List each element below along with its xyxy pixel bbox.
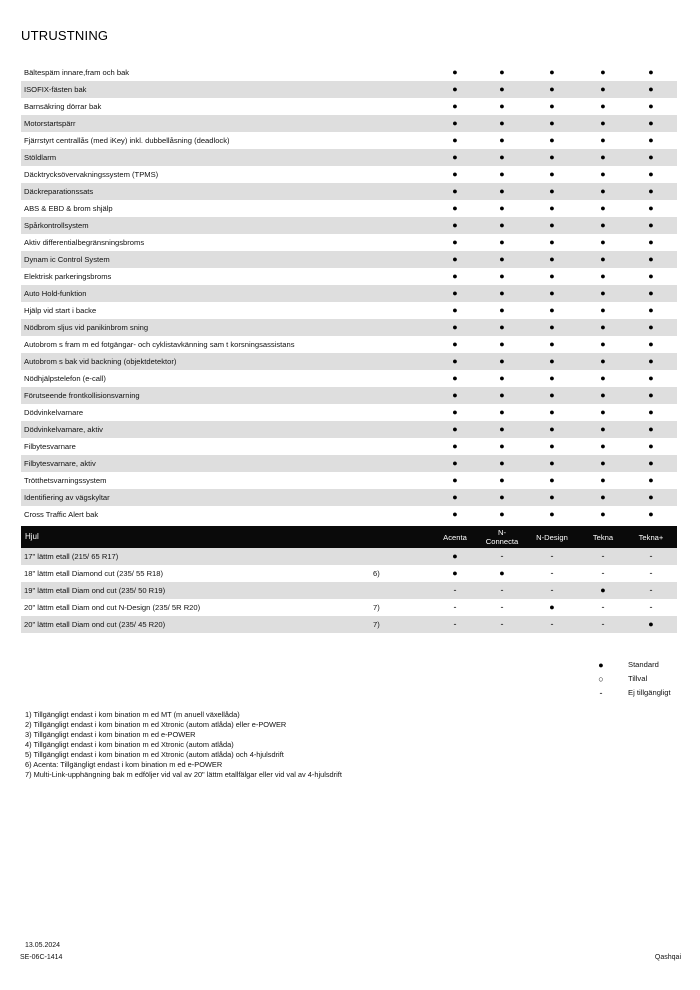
availability-mark: ● (452, 152, 458, 162)
availability-mark: ● (499, 67, 505, 77)
availability-mark: ● (600, 492, 606, 502)
availability-mark: ● (600, 585, 606, 595)
footer-model: Qashqai (654, 954, 681, 961)
availability-mark: ● (549, 492, 555, 502)
availability-mark: ● (452, 373, 458, 383)
availability-mark: ● (549, 356, 555, 366)
equipment-table (21, 64, 677, 523)
availability-mark: ● (452, 568, 458, 578)
row-label: ABS & EBD & brom shjälp (24, 204, 113, 213)
row-label: Däcktrycksövervakningssystem (TPMS) (24, 170, 159, 179)
availability-mark: - (601, 568, 605, 578)
availability-mark: ● (499, 101, 505, 111)
row-label: Aktiv differentialbegränsningsbroms (24, 238, 145, 247)
availability-mark: ● (452, 441, 458, 451)
table-row (21, 149, 677, 166)
table-row (21, 353, 677, 370)
availability-mark: ● (499, 441, 505, 451)
row-label: Bältespäm innare,fram och bak (24, 68, 130, 77)
row-footnote-ref: 7) (373, 620, 380, 629)
availability-mark: - (453, 602, 457, 612)
availability-mark: ● (600, 254, 606, 264)
row-label: Spårkontrollsystem (24, 221, 89, 230)
legend-symbol: ○ (598, 674, 604, 684)
availability-mark: ● (499, 203, 505, 213)
legend-symbol: ● (598, 660, 604, 670)
availability-mark: ● (499, 492, 505, 502)
availability-mark: ● (600, 118, 606, 128)
availability-mark: ● (648, 407, 654, 417)
row-footnote-ref: 7) (373, 603, 380, 612)
table-row (21, 132, 677, 149)
availability-mark: ● (499, 118, 505, 128)
availability-mark: ● (648, 254, 654, 264)
availability-mark: ● (648, 84, 654, 94)
availability-mark: ● (452, 509, 458, 519)
availability-mark: - (500, 585, 504, 595)
availability-mark: ● (499, 407, 505, 417)
availability-mark: ● (648, 390, 654, 400)
availability-mark: ● (648, 135, 654, 145)
row-label: Förutseende frontkollisionsvarning (24, 391, 140, 400)
availability-mark: ● (499, 390, 505, 400)
availability-mark: ● (648, 152, 654, 162)
availability-mark: ● (648, 441, 654, 451)
availability-mark: ● (549, 602, 555, 612)
availability-mark: ● (549, 237, 555, 247)
availability-mark: ● (648, 186, 654, 196)
table-row (21, 200, 677, 217)
table-row (21, 404, 677, 421)
row-label: 19" lättm etall Diam ond cut (235/ 50 R19) (24, 586, 166, 595)
availability-mark: ● (549, 424, 555, 434)
availability-mark: ● (549, 67, 555, 77)
row-label: Cross Traffic Alert bak (24, 510, 99, 519)
wheels-header-label: Hjul (25, 532, 39, 541)
footnote: 7) Multi-Link-upphängning bak m edföljer vid val av 20" lättm etallfälgar eller vid val av 4-hjulsdrift (25, 770, 342, 779)
availability-mark: ● (452, 135, 458, 145)
availability-mark: ● (549, 203, 555, 213)
availability-mark: - (500, 602, 504, 612)
footnote: 2) Tillgängligt endast i kom bination m ed Xtronic (autom atlåda) eller e-POWER (25, 720, 287, 729)
availability-mark: ● (600, 475, 606, 485)
table-row (21, 234, 677, 251)
availability-mark: ● (549, 373, 555, 383)
row-label: Auto Hold-funktion (24, 289, 87, 298)
availability-mark: ● (600, 237, 606, 247)
availability-mark: ● (549, 152, 555, 162)
availability-mark: ● (452, 390, 458, 400)
availability-mark: ● (452, 203, 458, 213)
availability-mark: ● (549, 271, 555, 281)
availability-mark: ● (499, 288, 505, 298)
row-label: Autobrom s bak vid backning (objektdetektor) (24, 357, 177, 366)
row-label: 17" lättm etall (215/ 65 R17) (24, 552, 119, 561)
availability-mark: - (550, 568, 554, 578)
legend-text: Tillval (628, 674, 648, 683)
availability-mark: ● (600, 288, 606, 298)
row-label: Fjärrstyrt centrallås (med iKey) inkl. dubbellåsning (deadlock) (24, 136, 230, 145)
row-label: Hjälp vid start i backe (24, 306, 97, 315)
column-header-acenta: Acenta (443, 532, 467, 542)
availability-mark: ● (452, 271, 458, 281)
availability-mark: ● (600, 101, 606, 111)
row-label: Barnsäkring dörrar bak (24, 102, 102, 111)
availability-mark: ● (499, 424, 505, 434)
table-row (21, 565, 677, 582)
availability-mark: ● (549, 390, 555, 400)
availability-mark: ● (452, 118, 458, 128)
availability-mark: ● (452, 424, 458, 434)
table-row (21, 183, 677, 200)
row-label: 20" lättm etall Diam ond cut (235/ 45 R20) (24, 620, 166, 629)
table-row (21, 336, 677, 353)
row-label: Nödbrom sljus vid panikinbrom sning (24, 323, 149, 332)
table-row (21, 599, 677, 616)
availability-mark: ● (549, 475, 555, 485)
availability-mark: ● (648, 271, 654, 281)
availability-mark: ● (499, 254, 505, 264)
availability-mark: ● (600, 322, 606, 332)
availability-mark: ● (499, 237, 505, 247)
availability-mark: ● (549, 135, 555, 145)
availability-mark: - (601, 551, 605, 561)
availability-mark: ● (452, 288, 458, 298)
availability-mark: ● (452, 254, 458, 264)
availability-mark: ● (648, 339, 654, 349)
availability-mark: ● (499, 339, 505, 349)
footnotes (25, 710, 342, 780)
table-row (21, 387, 677, 404)
availability-mark: ● (648, 305, 654, 315)
availability-mark: ● (452, 220, 458, 230)
footnote: 4) Tillgängligt endast i kom bination m ed Xtronic (autom atlåda) (25, 740, 234, 749)
column-header-n-design: N-Design (536, 532, 568, 542)
availability-mark: ● (648, 492, 654, 502)
table-row (21, 472, 677, 489)
availability-mark: ● (600, 152, 606, 162)
availability-mark: ● (549, 169, 555, 179)
availability-mark: ● (549, 288, 555, 298)
availability-mark: ● (600, 458, 606, 468)
availability-mark: ● (600, 67, 606, 77)
availability-mark: - (453, 585, 457, 595)
table-row (21, 217, 677, 234)
table-row (21, 285, 677, 302)
availability-mark: ● (600, 390, 606, 400)
wheels-table (21, 548, 677, 633)
availability-mark: ● (600, 305, 606, 315)
availability-mark: ● (549, 322, 555, 332)
availability-mark: - (500, 551, 504, 561)
availability-mark: ● (648, 220, 654, 230)
availability-mark: ● (499, 356, 505, 366)
availability-mark: ● (549, 118, 555, 128)
availability-mark: ● (452, 237, 458, 247)
table-row (21, 582, 677, 599)
availability-mark: ● (549, 458, 555, 468)
table-row (21, 166, 677, 183)
availability-mark: ● (600, 339, 606, 349)
row-label: Autobrom s fram m ed fotgängar- och cyklistavkänning sam t korsningsassistans (24, 340, 295, 349)
row-label: Trötthetsvarningssystem (24, 476, 107, 485)
availability-mark: ● (499, 84, 505, 94)
column-header-tekna-plus: Tekna+ (638, 532, 664, 542)
row-label: Dynam ic Control System (24, 255, 110, 264)
row-label: 20" lättm etall Diam ond cut N-Design (235/ 5R R20) (24, 603, 201, 612)
availability-mark: ● (499, 220, 505, 230)
availability-mark: ● (452, 84, 458, 94)
availability-mark: ● (648, 67, 654, 77)
availability-mark: ● (648, 237, 654, 247)
availability-mark: ● (600, 186, 606, 196)
availability-mark: ● (452, 186, 458, 196)
table-row (21, 421, 677, 438)
availability-mark: - (649, 585, 653, 595)
table-row (21, 616, 677, 633)
availability-mark: ● (600, 84, 606, 94)
table-row (21, 64, 677, 81)
availability-mark: ● (499, 458, 505, 468)
row-label: Stöldlarm (24, 153, 57, 162)
table-row (21, 455, 677, 472)
availability-mark: ● (648, 458, 654, 468)
row-label: ISOFIX-fästen bak (24, 85, 87, 94)
availability-mark: ● (600, 424, 606, 434)
row-label: Däckreparationssats (24, 187, 94, 196)
availability-mark: - (550, 551, 554, 561)
row-footnote-ref: 6) (373, 569, 380, 578)
availability-mark: ● (648, 169, 654, 179)
availability-mark: ● (452, 475, 458, 485)
availability-mark: ● (452, 322, 458, 332)
row-label: Elektrisk parkeringsbroms (24, 272, 112, 281)
availability-mark: - (453, 619, 457, 629)
availability-mark: ● (600, 356, 606, 366)
availability-mark: ● (499, 322, 505, 332)
row-label: Filbytesvarnare (24, 442, 76, 451)
availability-mark: ● (600, 135, 606, 145)
availability-mark: ● (600, 373, 606, 383)
footnote: 6) Acenta: Tillgängligt endast i kom bination m ed e-POWER (25, 760, 223, 769)
footnote: 5) Tillgängligt endast i kom bination m ed Xtronic (autom atlåda) och 4-hjulsdrift (25, 750, 284, 759)
availability-mark: ● (499, 509, 505, 519)
column-header-tekna: Tekna (592, 532, 614, 542)
row-label: 18" lättm etall Diamond cut (235/ 55 R18) (24, 569, 164, 578)
availability-mark: ● (499, 475, 505, 485)
availability-mark: ● (549, 220, 555, 230)
availability-mark: ● (549, 441, 555, 451)
availability-mark: ● (499, 169, 505, 179)
availability-mark: ● (549, 254, 555, 264)
availability-mark: ● (648, 373, 654, 383)
availability-mark: ● (452, 458, 458, 468)
availability-mark: ● (452, 339, 458, 349)
availability-mark: ● (452, 551, 458, 561)
availability-mark: ● (549, 84, 555, 94)
column-header-n-connecta: N- Connecta (485, 528, 519, 546)
table-row (21, 506, 677, 523)
availability-mark: - (601, 602, 605, 612)
availability-mark: ● (600, 407, 606, 417)
availability-mark: ● (499, 568, 505, 578)
availability-mark: ● (648, 475, 654, 485)
availability-mark: ● (452, 305, 458, 315)
table-row (21, 251, 677, 268)
availability-mark: ● (452, 407, 458, 417)
legend-text: Ej tillgängligt (628, 688, 671, 697)
footnote: 1) Tillgängligt endast i kom bination m ed MT (m anuell växellåda) (25, 710, 240, 719)
availability-mark: ● (648, 101, 654, 111)
availability-mark: ● (648, 118, 654, 128)
availability-mark: ● (499, 135, 505, 145)
availability-mark: ● (452, 67, 458, 77)
availability-mark: ● (499, 152, 505, 162)
availability-mark: ● (600, 441, 606, 451)
row-label: Motorstartspärr (24, 119, 76, 128)
availability-mark: - (649, 568, 653, 578)
footer-code: SE-06C-1414 (20, 954, 63, 961)
availability-mark: ● (648, 356, 654, 366)
availability-mark: ● (600, 169, 606, 179)
table-row (21, 370, 677, 387)
availability-mark: ● (648, 322, 654, 332)
availability-mark: ● (648, 509, 654, 519)
availability-mark: ● (499, 373, 505, 383)
availability-mark: ● (600, 220, 606, 230)
legend-symbol: - (599, 688, 603, 698)
row-label: Filbytesvarnare, aktiv (24, 459, 96, 468)
table-row (21, 489, 677, 506)
availability-mark: - (601, 619, 605, 629)
availability-mark: ● (549, 509, 555, 519)
wheels-header-bar (21, 526, 677, 548)
row-label: Nödhjälpstelefon (e-call) (24, 374, 106, 383)
table-row (21, 438, 677, 455)
availability-mark: ● (600, 509, 606, 519)
availability-mark: ● (452, 169, 458, 179)
availability-mark: - (649, 551, 653, 561)
table-row (21, 302, 677, 319)
availability-mark: ● (549, 186, 555, 196)
availability-mark: ● (648, 288, 654, 298)
availability-mark: ● (549, 101, 555, 111)
footer-date: 13.05.2024 (25, 942, 61, 949)
availability-mark: - (500, 619, 504, 629)
availability-mark: ● (452, 101, 458, 111)
availability-mark: - (550, 585, 554, 595)
availability-mark: ● (499, 186, 505, 196)
availability-mark: ● (499, 271, 505, 281)
table-row (21, 268, 677, 285)
availability-mark: ● (648, 619, 654, 629)
availability-mark: ● (600, 203, 606, 213)
row-label: Dödvinkelvarnare (24, 408, 84, 417)
availability-mark: - (649, 602, 653, 612)
table-row (21, 319, 677, 336)
row-label: Identifiering av vägskyltar (24, 493, 110, 502)
availability-mark: ● (600, 271, 606, 281)
table-row (21, 98, 677, 115)
availability-mark: - (550, 619, 554, 629)
availability-mark: ● (549, 407, 555, 417)
availability-mark: ● (549, 339, 555, 349)
table-row (21, 548, 677, 565)
legend-text: Standard (628, 660, 659, 669)
availability-mark: ● (452, 356, 458, 366)
availability-mark: ● (452, 492, 458, 502)
availability-mark: ● (549, 305, 555, 315)
footnote: 3) Tillgängligt endast i kom bination m ed e-POWER (25, 730, 196, 739)
availability-mark: ● (648, 424, 654, 434)
table-row (21, 115, 677, 132)
table-row (21, 81, 677, 98)
row-label: Dödvinkelvarnare, aktiv (24, 425, 103, 434)
availability-mark: ● (499, 305, 505, 315)
availability-mark: ● (648, 203, 654, 213)
page-title: UTRUSTNING (21, 28, 109, 43)
